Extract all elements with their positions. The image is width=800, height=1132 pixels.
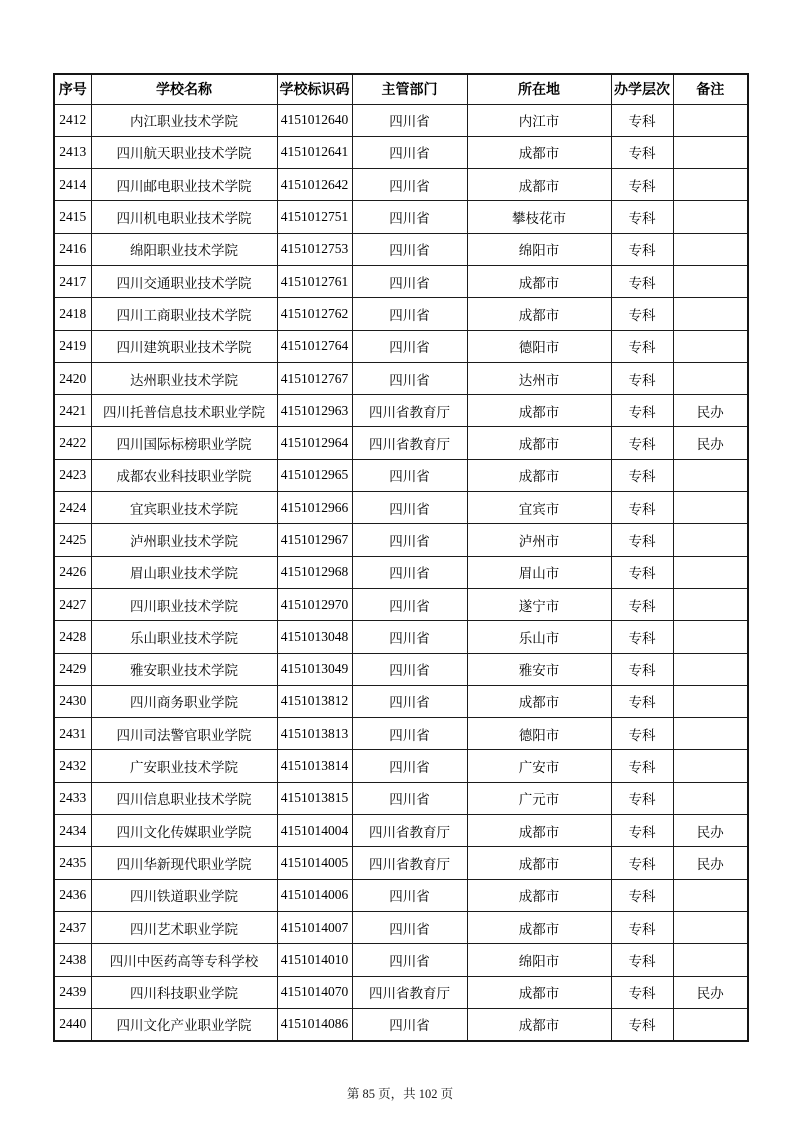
school-code-cell: 4151013049 <box>277 653 352 685</box>
remark-cell <box>673 169 748 201</box>
serial-cell: 2419 <box>54 330 91 362</box>
school-name-cell: 雅安职业技术学院 <box>91 653 277 685</box>
table-row <box>54 911 748 943</box>
serial-cell: 2412 <box>54 104 91 136</box>
serial-cell: 2413 <box>54 136 91 168</box>
table-row <box>54 1008 748 1040</box>
school-name-cell: 成都农业科技职业学院 <box>91 459 277 491</box>
column-header-level: 办学层次 <box>611 74 673 104</box>
remark-cell: 民办 <box>673 427 748 459</box>
table-row <box>54 556 748 588</box>
level-cell: 专科 <box>611 395 673 427</box>
location-cell: 成都市 <box>467 459 611 491</box>
serial-cell: 2436 <box>54 879 91 911</box>
school-code-cell: 4151013048 <box>277 621 352 653</box>
remark-cell <box>673 265 748 297</box>
school-code-cell: 4151012963 <box>277 395 352 427</box>
remark-cell: 民办 <box>673 847 748 879</box>
serial-cell: 2431 <box>54 718 91 750</box>
department-cell: 四川省 <box>352 556 467 588</box>
school-name-cell: 广安职业技术学院 <box>91 750 277 782</box>
level-cell: 专科 <box>611 492 673 524</box>
remark-cell: 民办 <box>673 976 748 1008</box>
school-code-cell: 4151014070 <box>277 976 352 1008</box>
department-cell: 四川省 <box>352 298 467 330</box>
table-row <box>54 459 748 491</box>
level-cell: 专科 <box>611 136 673 168</box>
department-cell: 四川省 <box>352 653 467 685</box>
location-cell: 宜宾市 <box>467 492 611 524</box>
department-cell: 四川省 <box>352 104 467 136</box>
level-cell: 专科 <box>611 718 673 750</box>
remark-cell <box>673 944 748 976</box>
department-cell: 四川省 <box>352 588 467 620</box>
serial-cell: 2425 <box>54 524 91 556</box>
level-cell: 专科 <box>611 265 673 297</box>
level-cell: 专科 <box>611 782 673 814</box>
serial-cell: 2432 <box>54 750 91 782</box>
school-code-cell: 4151012767 <box>277 362 352 394</box>
school-name-cell: 四川华新现代职业学院 <box>91 847 277 879</box>
level-cell: 专科 <box>611 330 673 362</box>
level-cell: 专科 <box>611 653 673 685</box>
remark-cell <box>673 233 748 265</box>
level-cell: 专科 <box>611 427 673 459</box>
school-code-cell: 4151012966 <box>277 492 352 524</box>
school-name-cell: 达州职业技术学院 <box>91 362 277 394</box>
remark-cell <box>673 782 748 814</box>
table-row <box>54 169 748 201</box>
location-cell: 绵阳市 <box>467 944 611 976</box>
school-name-cell: 四川工商职业技术学院 <box>91 298 277 330</box>
school-name-cell: 四川铁道职业学院 <box>91 879 277 911</box>
table-row <box>54 782 748 814</box>
remark-cell <box>673 750 748 782</box>
column-header-department: 主管部门 <box>352 74 467 104</box>
level-cell: 专科 <box>611 847 673 879</box>
school-code-cell: 4151013814 <box>277 750 352 782</box>
school-name-cell: 四川建筑职业技术学院 <box>91 330 277 362</box>
location-cell: 雅安市 <box>467 653 611 685</box>
location-cell: 内江市 <box>467 104 611 136</box>
level-cell: 专科 <box>611 879 673 911</box>
school-name-cell: 内江职业技术学院 <box>91 104 277 136</box>
school-code-cell: 4151012753 <box>277 233 352 265</box>
page-number-text: 第 85 页，共 102 页 <box>346 1087 454 1101</box>
column-header-location: 所在地 <box>467 74 611 104</box>
school-name-cell: 四川文化传媒职业学院 <box>91 815 277 847</box>
department-cell: 四川省 <box>352 879 467 911</box>
department-cell: 四川省 <box>352 233 467 265</box>
school-code-cell: 4151012761 <box>277 265 352 297</box>
serial-cell: 2416 <box>54 233 91 265</box>
remark-cell <box>673 653 748 685</box>
school-name-cell: 四川国际标榜职业学院 <box>91 427 277 459</box>
location-cell: 成都市 <box>467 298 611 330</box>
school-code-cell: 4151013812 <box>277 685 352 717</box>
school-name-cell: 四川中医药高等专科学校 <box>91 944 277 976</box>
table-row <box>54 653 748 685</box>
table-row <box>54 233 748 265</box>
school-name-cell: 泸州职业技术学院 <box>91 524 277 556</box>
school-name-cell: 眉山职业技术学院 <box>91 556 277 588</box>
serial-cell: 2421 <box>54 395 91 427</box>
remark-cell <box>673 588 748 620</box>
remark-cell <box>673 621 748 653</box>
table-row <box>54 815 748 847</box>
level-cell: 专科 <box>611 362 673 394</box>
level-cell: 专科 <box>611 298 673 330</box>
school-code-cell: 4151012641 <box>277 136 352 168</box>
department-cell: 四川省教育厅 <box>352 847 467 879</box>
school-code-cell: 4151013815 <box>277 782 352 814</box>
level-cell: 专科 <box>611 944 673 976</box>
location-cell: 成都市 <box>467 879 611 911</box>
location-cell: 成都市 <box>467 815 611 847</box>
department-cell: 四川省 <box>352 362 467 394</box>
column-header-remark: 备注 <box>673 74 748 104</box>
location-cell: 成都市 <box>467 847 611 879</box>
remark-cell <box>673 1008 748 1040</box>
table-row <box>54 621 748 653</box>
serial-cell: 2426 <box>54 556 91 588</box>
column-header-school-name: 学校名称 <box>91 74 277 104</box>
level-cell: 专科 <box>611 459 673 491</box>
table-row <box>54 362 748 394</box>
school-name-cell: 四川艺术职业学院 <box>91 911 277 943</box>
serial-cell: 2429 <box>54 653 91 685</box>
location-cell: 成都市 <box>467 169 611 201</box>
location-cell: 广元市 <box>467 782 611 814</box>
table-row <box>54 879 748 911</box>
level-cell: 专科 <box>611 621 673 653</box>
location-cell: 成都市 <box>467 136 611 168</box>
school-name-cell: 四川交通职业技术学院 <box>91 265 277 297</box>
department-cell: 四川省 <box>352 169 467 201</box>
school-code-cell: 4151012968 <box>277 556 352 588</box>
location-cell: 成都市 <box>467 395 611 427</box>
school-name-cell: 四川邮电职业技术学院 <box>91 169 277 201</box>
remark-cell: 民办 <box>673 395 748 427</box>
remark-cell <box>673 685 748 717</box>
school-code-cell: 4151013813 <box>277 718 352 750</box>
school-list-table <box>53 73 749 1042</box>
remark-cell <box>673 492 748 524</box>
table-row <box>54 718 748 750</box>
serial-cell: 2437 <box>54 911 91 943</box>
table-row <box>54 298 748 330</box>
serial-cell: 2440 <box>54 1008 91 1040</box>
department-cell: 四川省 <box>352 136 467 168</box>
location-cell: 绵阳市 <box>467 233 611 265</box>
table-row <box>54 944 748 976</box>
department-cell: 四川省 <box>352 944 467 976</box>
department-cell: 四川省教育厅 <box>352 427 467 459</box>
level-cell: 专科 <box>611 685 673 717</box>
school-name-cell: 绵阳职业技术学院 <box>91 233 277 265</box>
remark-cell <box>673 298 748 330</box>
serial-cell: 2430 <box>54 685 91 717</box>
school-code-cell: 4151012762 <box>277 298 352 330</box>
department-cell: 四川省 <box>352 524 467 556</box>
level-cell: 专科 <box>611 201 673 233</box>
department-cell: 四川省 <box>352 330 467 362</box>
table-row <box>54 492 748 524</box>
remark-cell <box>673 524 748 556</box>
department-cell: 四川省教育厅 <box>352 395 467 427</box>
school-name-cell: 乐山职业技术学院 <box>91 621 277 653</box>
serial-cell: 2423 <box>54 459 91 491</box>
school-code-cell: 4151012967 <box>277 524 352 556</box>
school-code-cell: 4151012964 <box>277 427 352 459</box>
department-cell: 四川省教育厅 <box>352 976 467 1008</box>
remark-cell <box>673 201 748 233</box>
remark-cell <box>673 104 748 136</box>
location-cell: 眉山市 <box>467 556 611 588</box>
department-cell: 四川省 <box>352 750 467 782</box>
level-cell: 专科 <box>611 976 673 1008</box>
school-name-cell: 四川机电职业技术学院 <box>91 201 277 233</box>
table-row <box>54 201 748 233</box>
location-cell: 广安市 <box>467 750 611 782</box>
school-name-cell: 四川科技职业学院 <box>91 976 277 1008</box>
location-cell: 攀枝花市 <box>467 201 611 233</box>
school-code-cell: 4151014005 <box>277 847 352 879</box>
serial-cell: 2438 <box>54 944 91 976</box>
serial-cell: 2417 <box>54 265 91 297</box>
level-cell: 专科 <box>611 750 673 782</box>
department-cell: 四川省 <box>352 685 467 717</box>
serial-cell: 2434 <box>54 815 91 847</box>
department-cell: 四川省 <box>352 911 467 943</box>
serial-cell: 2418 <box>54 298 91 330</box>
remark-cell <box>673 362 748 394</box>
level-cell: 专科 <box>611 556 673 588</box>
table-header-row <box>54 74 748 104</box>
location-cell: 达州市 <box>467 362 611 394</box>
location-cell: 成都市 <box>467 911 611 943</box>
school-code-cell: 4151014086 <box>277 1008 352 1040</box>
serial-cell: 2422 <box>54 427 91 459</box>
table-row <box>54 588 748 620</box>
school-code-cell: 4151014006 <box>277 879 352 911</box>
school-name-cell: 宜宾职业技术学院 <box>91 492 277 524</box>
school-name-cell: 四川文化产业职业学院 <box>91 1008 277 1040</box>
school-name-cell: 四川司法警官职业学院 <box>91 718 277 750</box>
school-code-cell: 4151012970 <box>277 588 352 620</box>
serial-cell: 2433 <box>54 782 91 814</box>
table-row <box>54 136 748 168</box>
table-row <box>54 265 748 297</box>
serial-cell: 2415 <box>54 201 91 233</box>
level-cell: 专科 <box>611 815 673 847</box>
level-cell: 专科 <box>611 104 673 136</box>
serial-cell: 2424 <box>54 492 91 524</box>
location-cell: 成都市 <box>467 427 611 459</box>
remark-cell <box>673 718 748 750</box>
serial-cell: 2435 <box>54 847 91 879</box>
location-cell: 成都市 <box>467 1008 611 1040</box>
level-cell: 专科 <box>611 233 673 265</box>
table-row <box>54 395 748 427</box>
serial-cell: 2427 <box>54 588 91 620</box>
table-row <box>54 685 748 717</box>
serial-cell: 2414 <box>54 169 91 201</box>
school-name-cell: 四川航天职业技术学院 <box>91 136 277 168</box>
location-cell: 成都市 <box>467 265 611 297</box>
school-code-cell: 4151012642 <box>277 169 352 201</box>
table-row <box>54 847 748 879</box>
remark-cell <box>673 459 748 491</box>
school-code-cell: 4151014004 <box>277 815 352 847</box>
school-name-cell: 四川职业技术学院 <box>91 588 277 620</box>
column-header-school-code: 学校标识码 <box>277 74 352 104</box>
department-cell: 四川省 <box>352 265 467 297</box>
remark-cell <box>673 556 748 588</box>
school-code-cell: 4151012764 <box>277 330 352 362</box>
department-cell: 四川省 <box>352 201 467 233</box>
remark-cell <box>673 911 748 943</box>
column-header-serial: 序号 <box>54 74 91 104</box>
location-cell: 德阳市 <box>467 330 611 362</box>
school-code-cell: 4151012965 <box>277 459 352 491</box>
level-cell: 专科 <box>611 588 673 620</box>
department-cell: 四川省 <box>352 492 467 524</box>
location-cell: 遂宁市 <box>467 588 611 620</box>
level-cell: 专科 <box>611 1008 673 1040</box>
location-cell: 成都市 <box>467 976 611 1008</box>
department-cell: 四川省 <box>352 782 467 814</box>
school-code-cell: 4151012640 <box>277 104 352 136</box>
table-row <box>54 427 748 459</box>
level-cell: 专科 <box>611 524 673 556</box>
remark-cell: 民办 <box>673 815 748 847</box>
school-name-cell: 四川托普信息技术职业学院 <box>91 395 277 427</box>
table-row <box>54 104 748 136</box>
remark-cell <box>673 136 748 168</box>
remark-cell <box>673 330 748 362</box>
location-cell: 成都市 <box>467 685 611 717</box>
department-cell: 四川省 <box>352 718 467 750</box>
school-name-cell: 四川信息职业技术学院 <box>91 782 277 814</box>
school-code-cell: 4151014010 <box>277 944 352 976</box>
school-name-cell: 四川商务职业学院 <box>91 685 277 717</box>
serial-cell: 2428 <box>54 621 91 653</box>
level-cell: 专科 <box>611 911 673 943</box>
department-cell: 四川省 <box>352 621 467 653</box>
table-row <box>54 750 748 782</box>
location-cell: 泸州市 <box>467 524 611 556</box>
location-cell: 德阳市 <box>467 718 611 750</box>
level-cell: 专科 <box>611 169 673 201</box>
location-cell: 乐山市 <box>467 621 611 653</box>
serial-cell: 2439 <box>54 976 91 1008</box>
department-cell: 四川省教育厅 <box>352 815 467 847</box>
school-code-cell: 4151014007 <box>277 911 352 943</box>
table-row <box>54 330 748 362</box>
page-footer <box>0 1084 800 1102</box>
table-row <box>54 976 748 1008</box>
school-code-cell: 4151012751 <box>277 201 352 233</box>
table-row <box>54 524 748 556</box>
department-cell: 四川省 <box>352 1008 467 1040</box>
department-cell: 四川省 <box>352 459 467 491</box>
remark-cell <box>673 879 748 911</box>
serial-cell: 2420 <box>54 362 91 394</box>
